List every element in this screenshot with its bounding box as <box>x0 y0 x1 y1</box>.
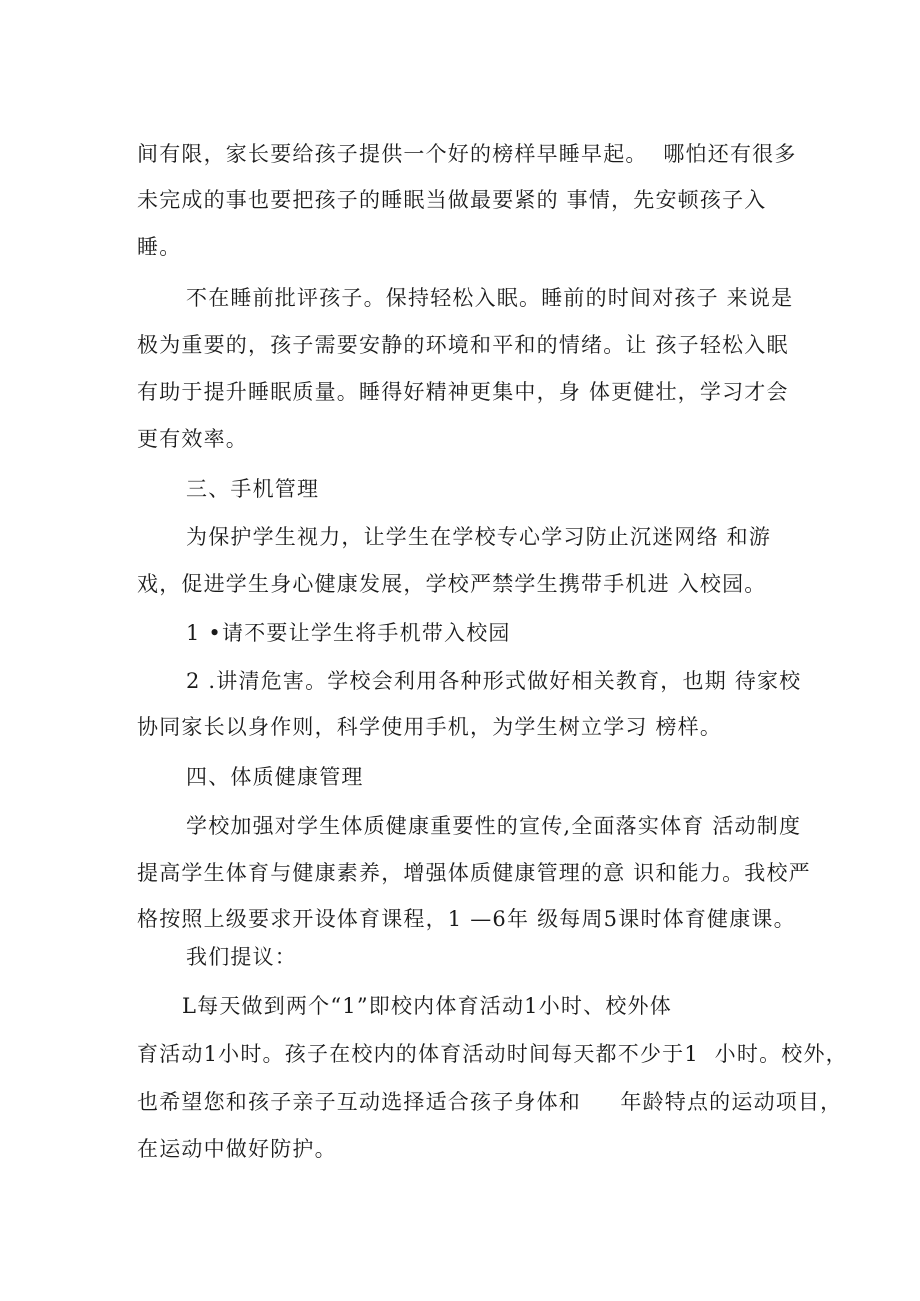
paragraph-no-criticism-line-1: 不在睡前批评孩子。保持轻松入眠。睡前的时间对孩子 来说是 <box>186 286 794 310</box>
suggestion-intro: 我们提议： <box>186 945 297 969</box>
suggestion-1-line-2: 育活动1小时。孩子在校内的体育活动时间每天都不少于1 小时。校外， <box>137 1042 848 1066</box>
phone-item-1: 1 •请不要让学生将手机带入校园 <box>186 621 511 645</box>
suggestion-1-line-4: 在运动中做好防护。 <box>137 1137 337 1161</box>
paragraph-sleep-line-3: 睡。 <box>137 235 182 259</box>
paragraph-sleep-line-1: 间有限，家长要给孩子提供一个好的榜样早睡早起。 哪怕还有很多 <box>137 142 797 166</box>
paragraph-health-line-1: 学校加强对学生体质健康重要性的宣传,全面落实体育 活动制度 <box>186 814 802 838</box>
paragraph-health-line-3: 格按照上级要求开设体育课程，1 —6年 级每周5课时体育健康课。 <box>137 907 796 931</box>
suggestion-1-line-1: L每天做到两个“1”即校内体育活动1小时、校外体 <box>182 994 672 1018</box>
heading-health-management: 四、体质健康管理 <box>186 765 364 789</box>
phone-item-2-line-1: 2 .讲清危害。学校会利用各种形式做好相关教育，也期 待家校 <box>186 669 802 693</box>
paragraph-no-criticism-line-4: 更有效率。 <box>137 427 248 451</box>
paragraph-health-line-2: 提高学生体育与健康素养，增强体质健康管理的意 识和能力。我校严 <box>137 861 811 885</box>
paragraph-sleep-line-2: 未完成的事也要把孩子的睡眠当做最要紧的 事情，先安顿孩子入 <box>137 188 767 212</box>
paragraph-phone-line-2: 戏，促进学生身心健康发展，学校严禁学生携带手机进 入校园。 <box>137 572 767 596</box>
heading-phone-management: 三、手机管理 <box>186 477 320 501</box>
paragraph-phone-line-1: 为保护学生视力，让学生在学校专心学习防止沉迷网络 和游 <box>186 525 772 549</box>
paragraph-no-criticism-line-2: 极为重要的，孩子需要安静的环境和平和的情绪。让 孩子轻松入眠 <box>137 333 789 357</box>
phone-item-2-line-2: 协同家长以身作则，科学使用手机，为学生树立学习 榜样。 <box>137 715 723 739</box>
paragraph-no-criticism-line-3: 有助于提升睡眠质量。睡得好精神更集中，身 体更健壮，学习才会 <box>137 380 789 404</box>
suggestion-1-line-3: 也希望您和孩子亲子互动选择适合孩子身体和 年龄特点的运动项目， <box>137 1090 843 1114</box>
